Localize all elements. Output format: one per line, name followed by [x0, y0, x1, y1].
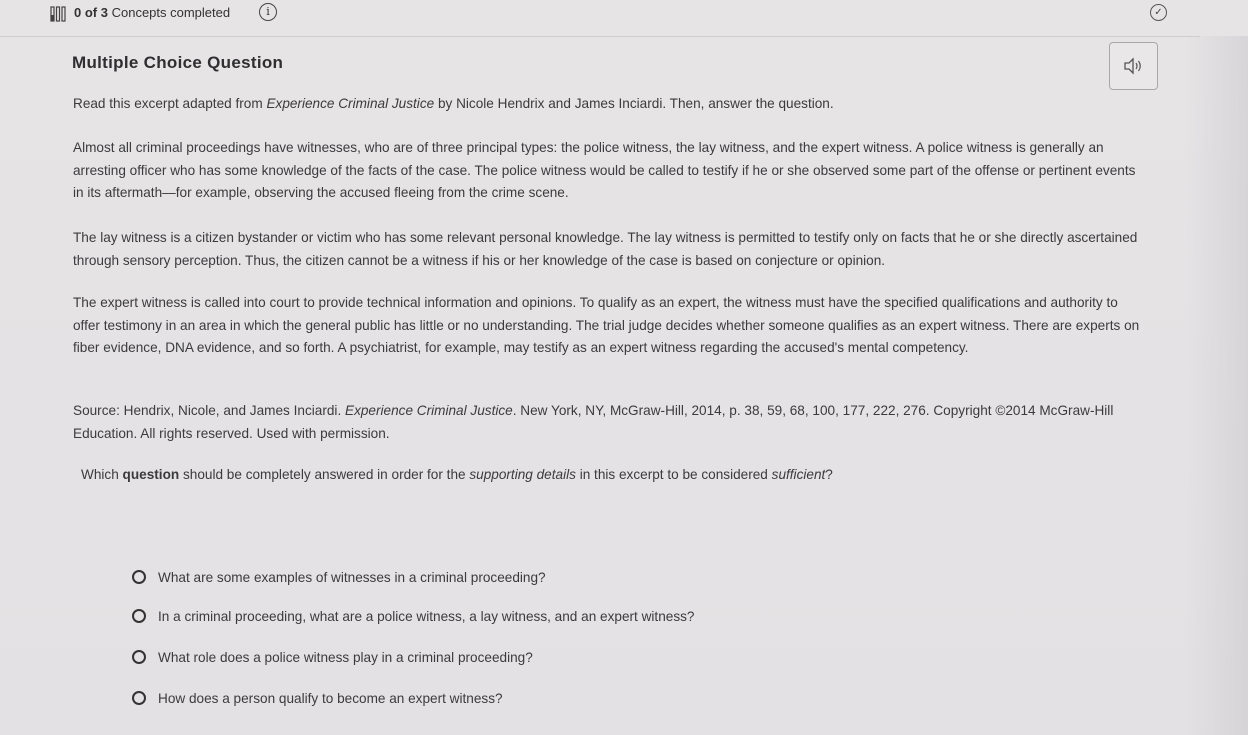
answer-option-4[interactable]: [132, 687, 503, 709]
progress-bars-icon: [50, 5, 66, 23]
speaker-icon: [1123, 57, 1143, 75]
radio-button[interactable]: [132, 650, 146, 664]
page-edge-shadow: [1185, 36, 1248, 735]
answer-option-3[interactable]: [132, 646, 533, 668]
prompt-text: should be completely answered in order for the: [179, 467, 470, 482]
prompt-text: Which: [81, 467, 123, 482]
read-aloud-button[interactable]: [1109, 42, 1158, 90]
answer-option-label: In a criminal proceeding, what are a police witness, a lay witness, and an expert witness?: [158, 608, 695, 624]
intro-suffix: by Nicole Hendrix and James Inciardi. Then, answer the question.: [434, 96, 834, 111]
prompt-strong: question: [122, 467, 180, 482]
source-citation: [73, 400, 1148, 445]
top-bar: [0, 0, 1200, 37]
prompt-emphasis: supporting details: [469, 467, 576, 482]
answer-option-2[interactable]: [132, 605, 694, 627]
answer-option-1[interactable]: [132, 566, 546, 588]
excerpt-paragraph-1: Almost all criminal proceedings have witnesses, who are of three principal types: the police witness, the lay witness, and the expert witness. A police witness is generally an arresting officer who has some knowledge of the facts of the case. The police witness would be called to testify if he or she observed some part of the offense or pertinent events in its aftermath—for example, observing the accused fleeing from the crime scene.: [73, 140, 1136, 200]
progress-status: [74, 5, 230, 20]
prompt-text: ?: [825, 467, 833, 482]
source-book-title: Experience Criminal Justice: [345, 403, 513, 418]
excerpt-paragraph-3: The expert witness is called into court to provide technical information and opinions. To qualify as an expert, the witness must have the specified qualifications and authority to offer testimony in an area in which the general public has little or no understanding. The trial judge decides whether someone qualifies as an expert witness. There are experts on fiber evidence, DNA evidence, and so forth. A psychiatrist, for example, may testify as an expert witness regarding the accused's mental competency.: [73, 295, 1140, 355]
answer-option-label: How does a person qualify to become an expert witness?: [158, 690, 503, 706]
radio-button[interactable]: [132, 570, 146, 584]
intro-text: [73, 93, 1148, 116]
answer-option-label: What are some examples of witnesses in a criminal proceeding?: [158, 569, 546, 585]
intro-book-title: Experience Criminal Justice: [266, 96, 435, 111]
source-suffix: . New York, NY, McGraw-Hill, 2014, p. 38, 59, 68, 100, 177, 222, 276. Copyright ©2014 McGraw-Hill Education. All rights reserved. Used with permission.: [73, 403, 1114, 441]
radio-button[interactable]: [132, 609, 146, 623]
radio-button[interactable]: [132, 691, 146, 705]
source-prefix: Source: Hendrix, Nicole, and James Inciardi.: [73, 403, 345, 418]
prompt-text: in this excerpt to be considered: [575, 467, 772, 482]
question-prompt: [81, 467, 833, 482]
answer-option-label: What role does a police witness play in a criminal proceeding?: [158, 649, 533, 665]
checkmark-icon[interactable]: ✓: [1150, 4, 1167, 21]
prompt-emphasis: sufficient: [771, 467, 826, 482]
progress-count: 0 of 3: [74, 5, 108, 20]
intro-prefix: Read this excerpt adapted from: [73, 96, 267, 111]
excerpt-paragraph-2: The lay witness is a citizen bystander or victim who has some relevant personal knowledge. The lay witness is permitted to testify only on facts that he or she directly ascertained through sensory perception. Thus, the citizen cannot be a witness if his or her knowledge of the case is based on conjecture or opinion.: [73, 230, 1138, 268]
progress-label: Concepts completed: [111, 5, 231, 20]
info-icon[interactable]: i: [259, 3, 277, 21]
page-title: Multiple Choice Question: [72, 53, 284, 72]
